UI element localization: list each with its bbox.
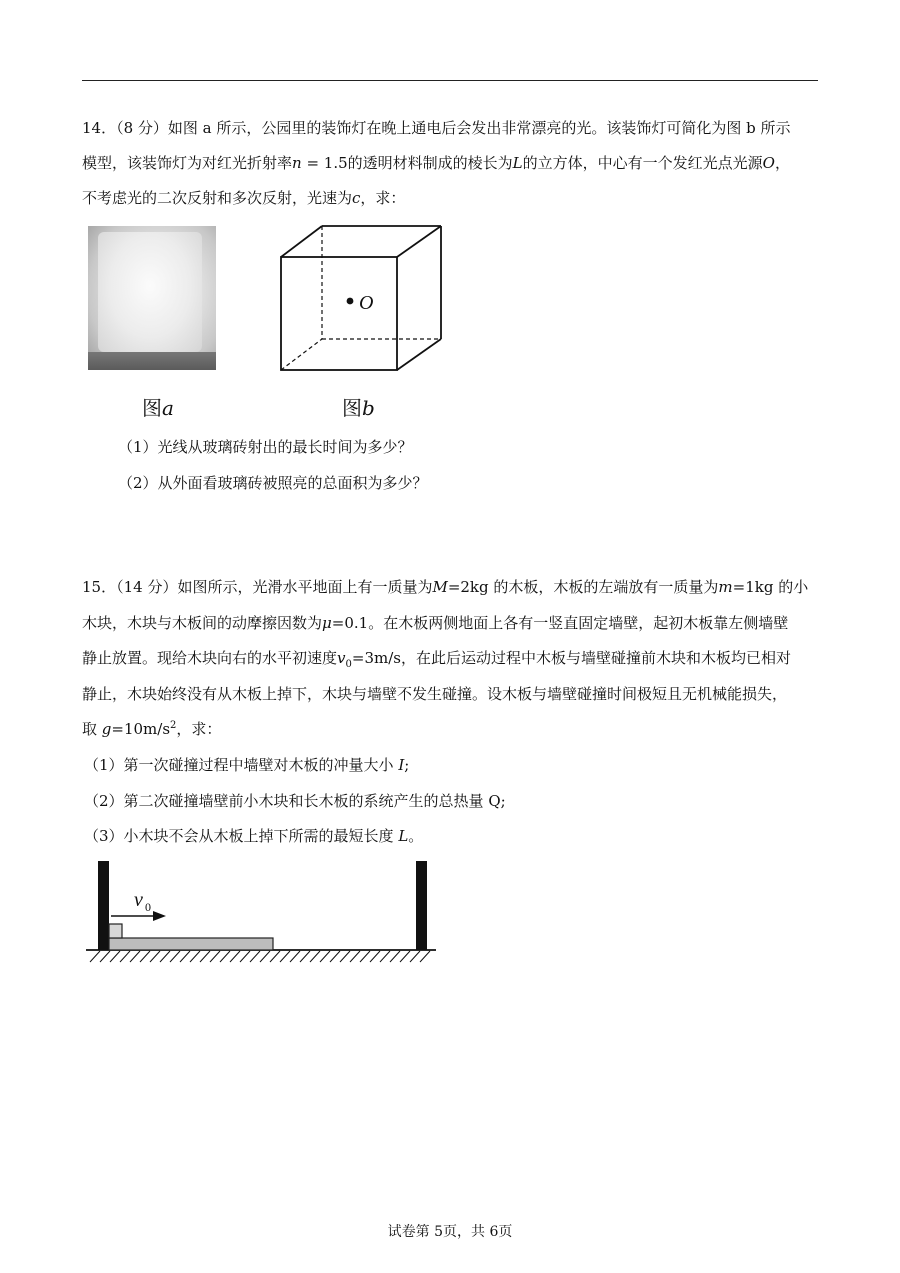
var-v: v [337, 649, 346, 667]
q14-text-2b: = 1.5的透明材料制成的棱长为 [301, 154, 513, 172]
var-m: m [718, 578, 733, 596]
q15-sub-question-1 [84, 754, 409, 775]
q15-text-3a: 静止放置。现给木块向右的水平初速度 [82, 649, 338, 667]
figure-a-caption-text: 图 [142, 396, 162, 420]
figure-b-caption-letter: b [362, 396, 375, 420]
q15-text-1a: 15．（14 分）如图所示，光滑水平地面上有一质量为 [82, 578, 433, 596]
q15-line-1 [82, 576, 808, 597]
q14-text-2c: 的立方体，中心有一个发红光点光源 [522, 154, 763, 172]
var-v-sub: 0 [345, 659, 352, 670]
header-rule [82, 80, 818, 81]
q14-text-1: 14．（8 分）如图 a 所示，公园里的装饰灯在晚上通电后会发出非常漂亮的光。该装饰灯可简化为图 b 所示 [82, 119, 791, 137]
var-I: I [398, 756, 405, 774]
q14-text-3a: 不考虑光的二次反射和多次反射，光速为 [82, 189, 353, 207]
center-point-label: O [359, 292, 374, 314]
cube-hidden-diagonal [281, 339, 322, 370]
var-L2: L [398, 827, 409, 845]
q15-sub1-text: （1）第一次碰撞过程中墙壁对木板的冲量大小 [84, 756, 399, 774]
velocity-label: v [134, 889, 143, 911]
var-O: O [762, 154, 775, 172]
cube-edge-br [397, 339, 441, 370]
q14-sub-question-2: （2）从外面看玻璃砖被照亮的总面积为多少？ [118, 474, 428, 492]
q15-line-4: 静止，木块始终没有从木板上掉下，木块与墙壁不发生碰撞。设木板与墙壁碰撞时间极短且无机械能损失， [82, 685, 788, 703]
left-wall [98, 861, 109, 950]
q15-text-5a: 取 [82, 720, 102, 738]
q14-line-1 [82, 117, 791, 138]
var-L: L [512, 154, 523, 172]
q15-sub3-end: 。 [408, 827, 424, 845]
q14-sub-question-1: （1）光线从玻璃砖射出的最长时间为多少？ [118, 438, 413, 456]
cube-edge-tl [281, 226, 322, 257]
right-wall [416, 861, 427, 950]
q15-line-5 [82, 718, 221, 739]
q15-sub3-text: （3）小木块不会从木板上掉下所需的最短长度 [84, 827, 399, 845]
q15-diagram [84, 856, 440, 968]
figure-a-photo [88, 226, 216, 370]
small-block [109, 924, 122, 938]
center-point [347, 298, 354, 305]
figure-a-photo-base [88, 352, 216, 370]
q15-line-3 [82, 647, 791, 670]
q15-text-5b: =10m/s [111, 720, 171, 738]
q14-line-3 [82, 187, 405, 208]
velocity-label-sub: 0 [145, 900, 151, 914]
q15-text-1c: =1kg 的小 [732, 578, 809, 596]
q14-text-3b: ，求： [360, 189, 406, 207]
var-c: c [352, 189, 361, 207]
q15-sub-question-3 [84, 825, 423, 846]
ground-hatching [90, 951, 430, 962]
q15-text-2b: =0.1。在木板两侧地面上各有一竖直固定墙壁，起初木板靠左侧墙壁 [331, 614, 789, 632]
q14-text-2d: ， [774, 154, 790, 172]
q15-text-2a: 木块，木块与木板间的动摩擦因数为 [82, 614, 323, 632]
velocity-arrow-head [153, 911, 166, 921]
var-n: n [292, 154, 302, 172]
q15-text-5-sup: 2 [170, 720, 177, 731]
q15-text-3b: =3m/s，在此后运动过程中木板与墙壁碰撞前木块和木板均已相对 [351, 649, 791, 667]
q15-sub1-end: ; [404, 756, 410, 774]
q14-text-2a: 模型，该装饰灯为对红光折射率 [82, 154, 293, 172]
var-mu: μ [322, 614, 332, 632]
long-board [109, 938, 273, 950]
figure-b-cube [276, 222, 448, 374]
cube-edge-tr [397, 226, 441, 257]
cube-front-face [281, 257, 397, 370]
figure-b-caption [342, 392, 375, 421]
q14-line-2 [82, 152, 790, 173]
figure-a-caption [142, 392, 174, 421]
q15-line-2 [82, 612, 788, 633]
figure-b-caption-text: 图 [342, 396, 362, 420]
q15-text-5c: ，求： [176, 720, 222, 738]
page-footer: 试卷第 5页，共 6页 [387, 1224, 513, 1240]
q15-text-1b: =2kg 的木板，木板的左端放有一质量为 [447, 578, 719, 596]
figure-a-caption-letter: a [162, 396, 174, 420]
var-M: M [432, 578, 448, 596]
q15-sub-question-2: （2）第二次碰撞墙壁前小木块和长木板的系统产生的总热量 Q; [84, 792, 506, 810]
var-g: g [101, 720, 112, 738]
